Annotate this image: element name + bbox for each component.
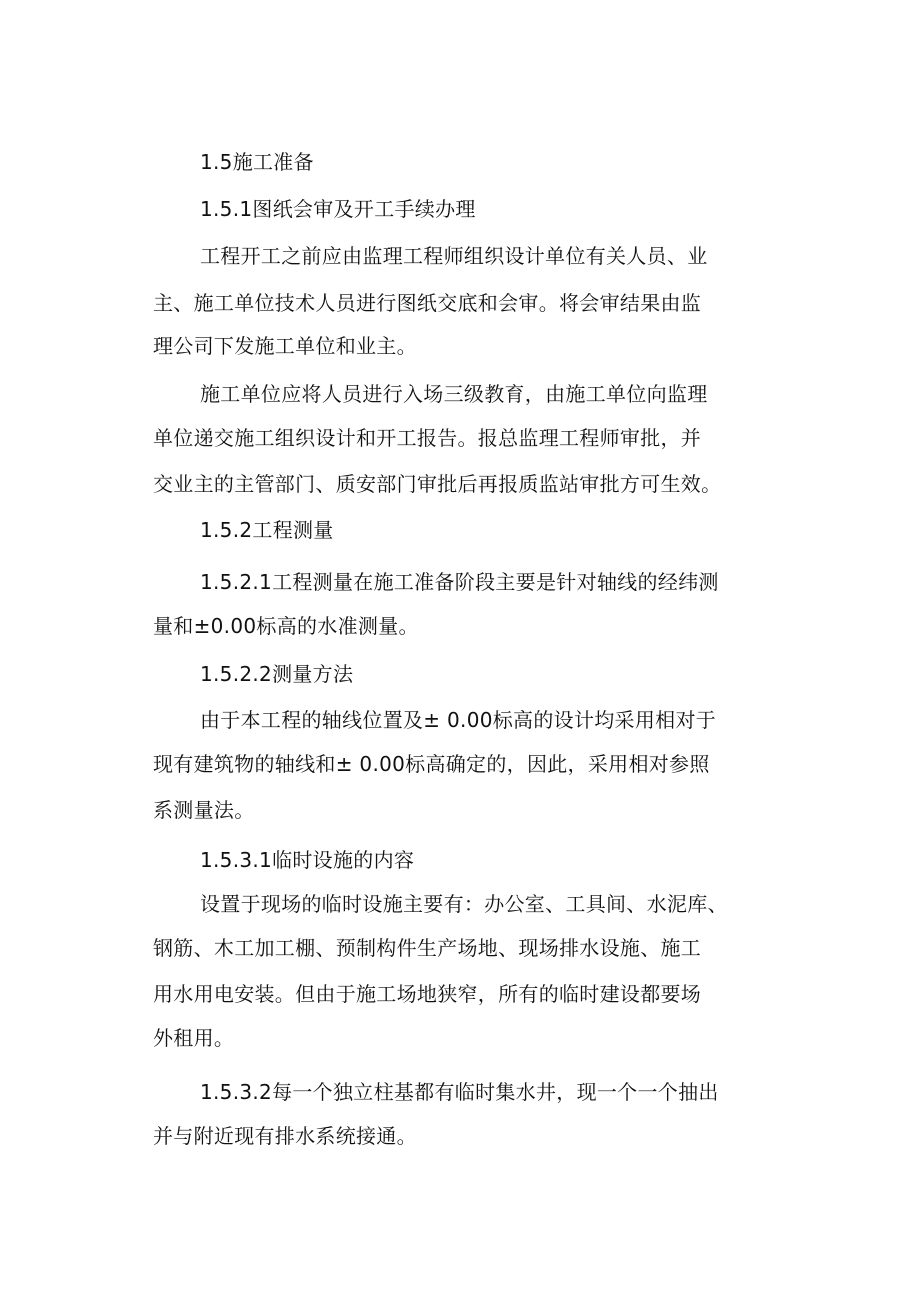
section-heading-1-5: 1.5施工准备 [200,150,314,174]
paragraph-line: 量和±0.00标高的水准测量。 [153,614,419,638]
section-heading-1-5-2: 1.5.2工程测量 [200,518,334,542]
paragraph-line: 主、施工单位技术人员进行图纸交底和会审。将会审结果由监 [153,291,702,315]
paragraph-line: 1.5.2.1工程测量在施工准备阶段主要是针对轴线的经纬测 [200,570,719,594]
paragraph-line: 钢筋、木工加工棚、预制构件生产场地、现场排水设施、施工 [153,936,702,960]
paragraph-line: 并与附近现有排水系统接通。 [153,1124,417,1148]
paragraph-line: 1.5.3.2每一个独立柱基都有临时集水井，现一个一个抽出 [200,1080,719,1104]
paragraph-line: 由于本工程的轴线位置及± 0.00标高的设计均采用相对于 [200,708,717,732]
section-heading-1-5-3-1: 1.5.3.1临时设施的内容 [200,848,415,872]
paragraph-line: 用水用电安装。但由于施工场地狭窄，所有的临时建设都要场 [153,982,702,1006]
paragraph-line: 现有建筑物的轴线和± 0.00标高确定的，因此，采用相对参照 [153,752,710,776]
paragraph-line: 理公司下发施工单位和业主。 [153,334,417,358]
paragraph-line: 系测量法。 [153,798,255,822]
paragraph-line: 单位递交施工组织设计和开工报告。报总监理工程师审批，并 [153,426,702,450]
section-heading-1-5-1: 1.5.1图纸会审及开工手续办理 [200,197,476,221]
paragraph-line: 工程开工之前应由监理工程师组织设计单位有关人员、业 [200,244,708,268]
paragraph-line: 施工单位应将人员进行入场三级教育，由施工单位向监理 [200,382,708,406]
paragraph-line: 设置于现场的临时设施主要有：办公室、工具间、水泥库、 [200,892,728,916]
paragraph-line: 外租用。 [153,1026,235,1050]
section-heading-1-5-2-2: 1.5.2.2测量方法 [200,662,354,686]
paragraph-line: 交业主的主管部门、质安部门审批后再报质监站审批方可生效。 [153,472,722,496]
